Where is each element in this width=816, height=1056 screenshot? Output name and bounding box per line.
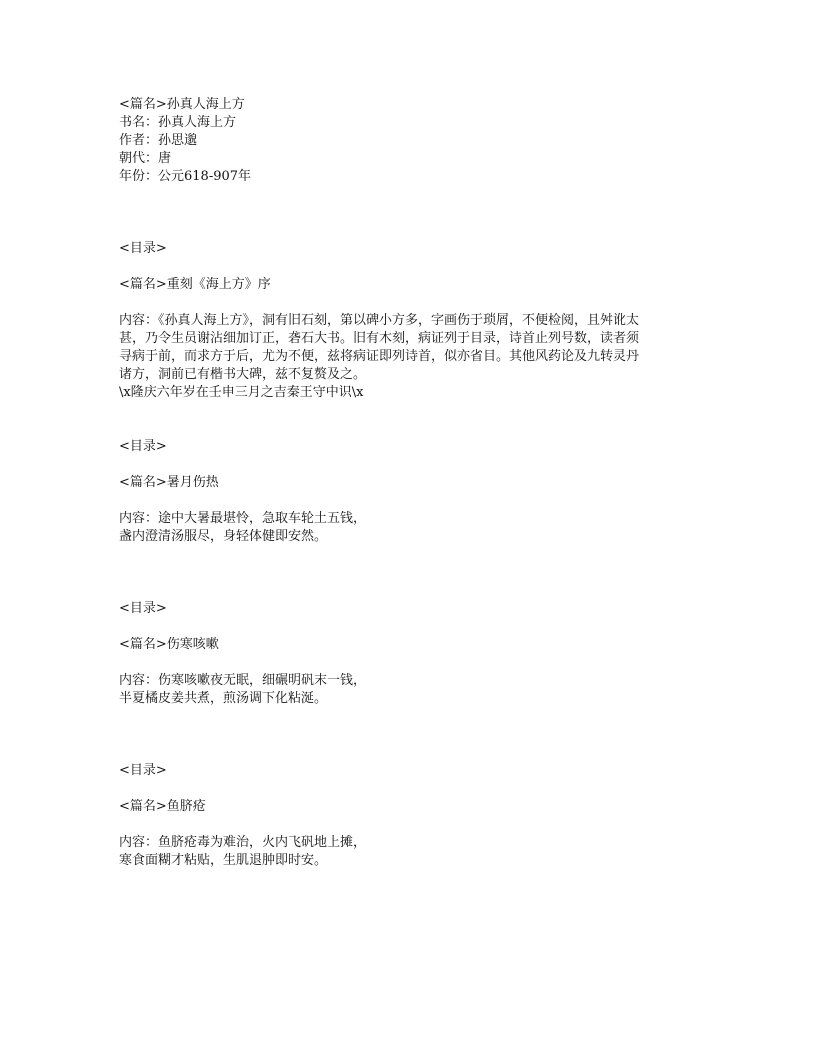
section-title: <篇名>重刻《海上方》序 (119, 277, 271, 292)
content-line: 甚，乃令生员谢沾细加订正，砻石大书。旧有木刻，病证列于目录，诗首止列号数，读者须 (119, 331, 640, 346)
toc-marker: <目录> (119, 763, 167, 778)
document-title-line: <篇名>孙真人海上方 (119, 97, 245, 112)
content-line: 内容：伤寒咳嗽夜无眠，细碾明矾末一钱， (119, 673, 367, 688)
toc-marker: <目录> (119, 601, 167, 616)
section-title: <篇名>伤寒咳嗽 (119, 637, 219, 652)
content-line: 寻病于前，而求方于后，尤为不便，兹将病证即列诗首，似亦省目。其他风药论及九转灵丹 (119, 349, 640, 364)
content-line: 寒食面糊才粘贴，生肌退肿即时安。 (119, 853, 328, 868)
content-line: 半夏橘皮姜共煮，煎汤调下化粘涎。 (119, 691, 328, 706)
content-line: 内容：《孙真人海上方》，洞有旧石刻，第以碑小方多，字画伤于琐屑，不便检阅，且舛讹太 (119, 313, 640, 328)
content-line: \x隆庆六年岁在壬申三月之吉秦王守中识\x (119, 385, 364, 400)
content-line: 内容：途中大暑最堪怜，急取车轮土五钱， (119, 511, 367, 526)
year-line: 年份：公元618-907年 (119, 169, 252, 184)
section-title: <篇名>暑月伤热 (119, 475, 219, 490)
content-line: 诸方，洞前已有楷书大碑，兹不复赘及之。 (119, 367, 367, 382)
section-fish-navel-sore (119, 708, 699, 870)
book-name-line: 书名：孙真人海上方 (119, 115, 237, 130)
document-header (119, 96, 699, 186)
toc-marker: <目录> (119, 439, 167, 454)
section-cold-cough (119, 546, 699, 708)
content-line: 内容：鱼脐疮毒为难治，火内飞矾地上摊， (119, 835, 367, 850)
section-title: <篇名>鱼脐疮 (119, 799, 206, 814)
section-preface (119, 186, 699, 402)
toc-marker: <目录> (119, 241, 167, 256)
dynasty-line: 朝代：唐 (119, 151, 172, 166)
author-line: 作者：孙思邈 (119, 133, 198, 148)
section-summer-heat (119, 402, 699, 546)
document-page (119, 96, 699, 870)
content-line: 盏内澄清汤服尽，身轻体健即安然。 (119, 529, 328, 544)
